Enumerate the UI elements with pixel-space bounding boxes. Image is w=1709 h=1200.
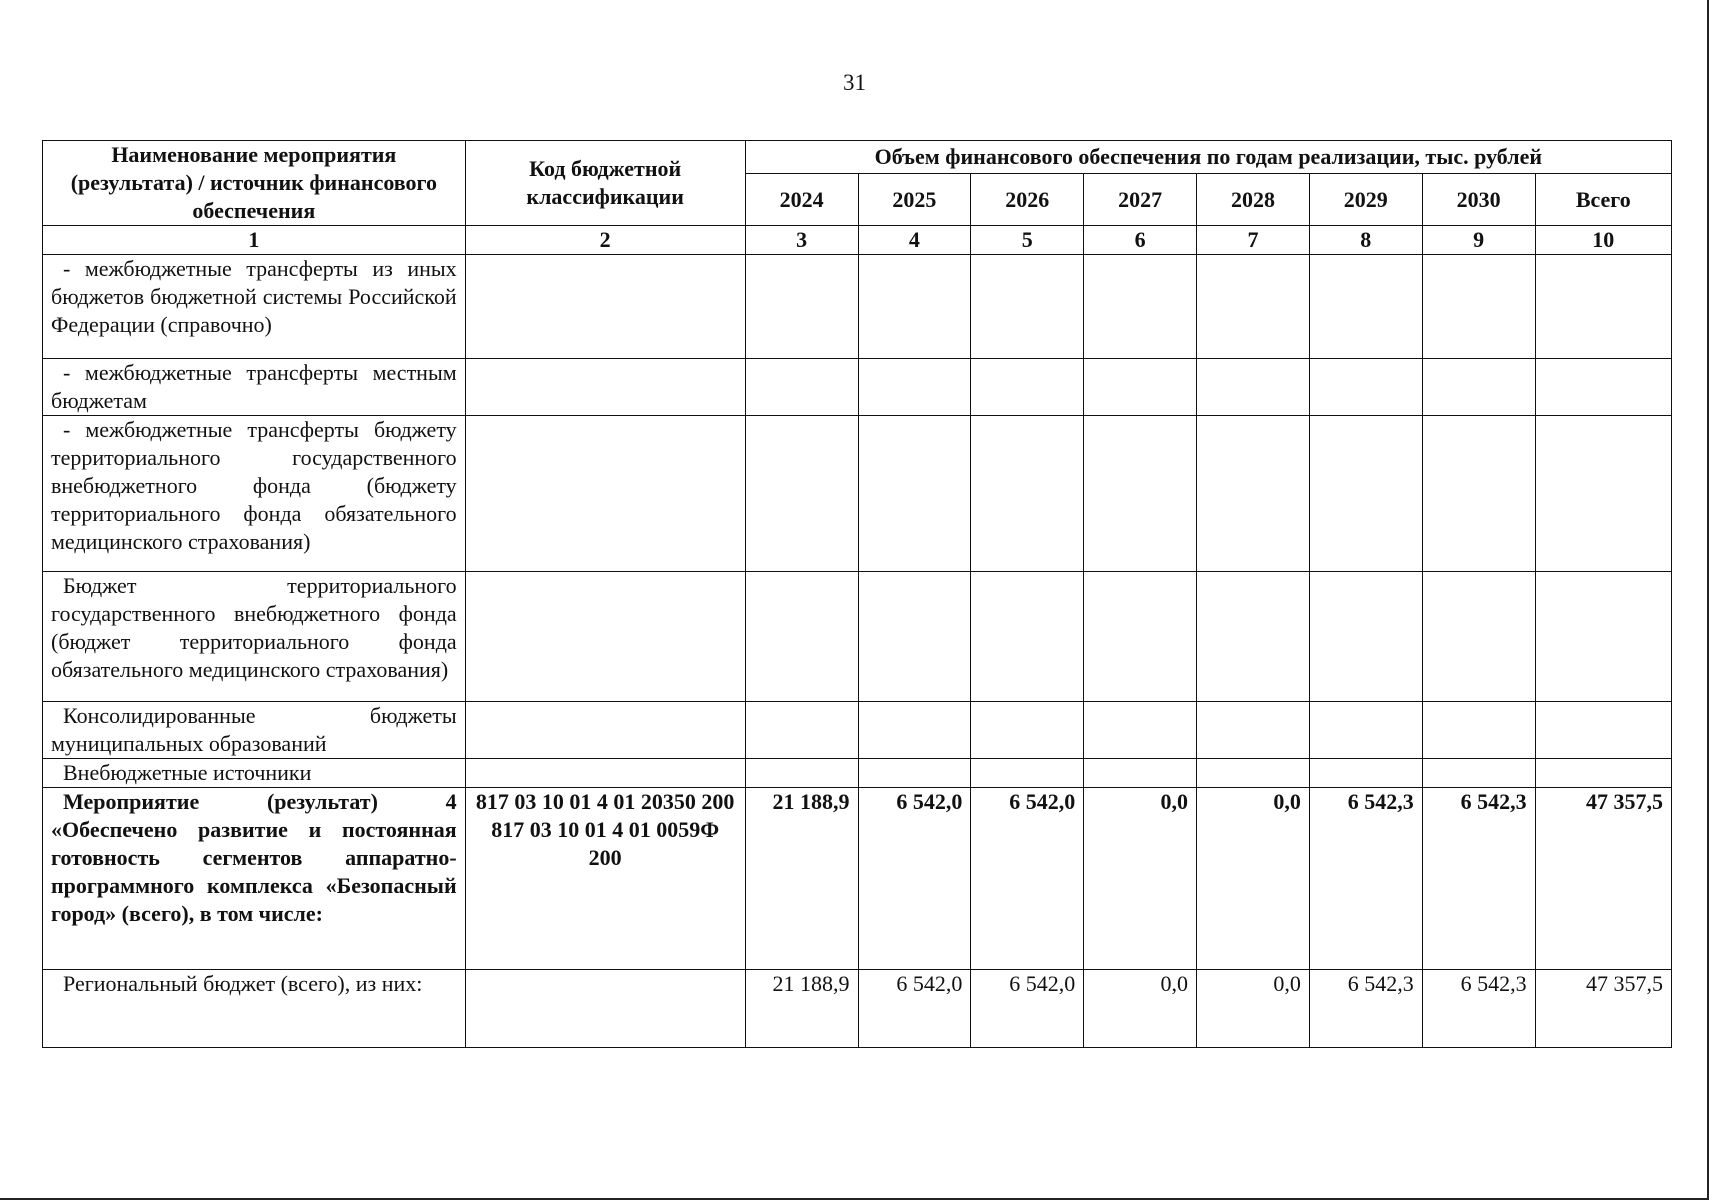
row-value: [1309, 416, 1422, 572]
col-number: 5: [971, 226, 1084, 255]
col-number: 7: [1197, 226, 1310, 255]
table-row: [43, 572, 1672, 702]
row-value: [1535, 702, 1671, 759]
year-2030: 2030: [1422, 174, 1535, 226]
page-number: 31: [843, 70, 866, 95]
col-number: 2: [465, 226, 745, 255]
row-value: 6 542,0: [858, 788, 971, 970]
row-value: 6 542,3: [1422, 788, 1535, 970]
header-name: Наименование мероприятия (результата) / источник финансового обеспечения: [43, 141, 466, 226]
row-value: [1309, 572, 1422, 702]
year-total: Всего: [1535, 174, 1671, 226]
column-numbers-row: [43, 226, 1672, 255]
row-value: 0,0: [1197, 970, 1310, 1048]
row-value: [858, 359, 971, 416]
row-value: [858, 759, 971, 788]
row-value: [1535, 359, 1671, 416]
row-value: 0,0: [1197, 788, 1310, 970]
col-number: 1: [43, 226, 466, 255]
col-number: 10: [1535, 226, 1671, 255]
row-value: [971, 255, 1084, 359]
row-value: [1084, 702, 1197, 759]
col-number: 4: [858, 226, 971, 255]
row-value: [1309, 255, 1422, 359]
row-value: [1535, 255, 1671, 359]
row-value: [745, 759, 858, 788]
financing-table: [42, 140, 1672, 1048]
row-name: - межбюджетные трансферты местным бюджетам: [43, 359, 466, 416]
row-value: [745, 572, 858, 702]
row-value: [1422, 759, 1535, 788]
row-value: [1084, 759, 1197, 788]
table-row: [43, 788, 1672, 970]
row-value: 21 188,9: [745, 970, 858, 1048]
row-value: 6 542,0: [971, 970, 1084, 1048]
row-value: [971, 759, 1084, 788]
row-value: [1197, 359, 1310, 416]
row-name: Мероприятие (результат) 4 «Обеспечено развитие и постоянная готовность сегментов аппаратно-программного комплекса «Безопасный город» (всего), в том числе:: [43, 788, 466, 970]
row-value: [858, 255, 971, 359]
row-budget-code: [465, 255, 745, 359]
row-value: [1309, 359, 1422, 416]
row-name: Бюджет территориального государственного внебюджетного фонда (бюджет территориального фонда обязательного медицинского страхования): [43, 572, 466, 702]
row-value: [1084, 255, 1197, 359]
row-value: 0,0: [1084, 970, 1197, 1048]
row-budget-code: [465, 572, 745, 702]
row-name: - межбюджетные трансферты бюджету территориального государственного внебюджетного фонда (бюджету территориального фонда обязательного медицинского страхования): [43, 416, 466, 572]
row-name: Консолидированные бюджеты муниципальных образований: [43, 702, 466, 759]
row-value: [1422, 255, 1535, 359]
col-number: 3: [745, 226, 858, 255]
col-number: 6: [1084, 226, 1197, 255]
row-value: [745, 702, 858, 759]
row-value: [1535, 572, 1671, 702]
table-body: [43, 255, 1672, 1048]
row-value: [1197, 702, 1310, 759]
row-budget-code: 817 03 10 01 4 01 20350 200 817 03 10 01 4 01 0059Ф 200: [465, 788, 745, 970]
year-2024: 2024: [745, 174, 858, 226]
row-value: [1422, 359, 1535, 416]
col-number: 9: [1422, 226, 1535, 255]
row-value: 6 542,3: [1422, 970, 1535, 1048]
row-name: Региональный бюджет (всего), из них:: [43, 970, 466, 1048]
table-row: [43, 970, 1672, 1048]
row-value: [971, 359, 1084, 416]
row-name: - межбюджетные трансферты из иных бюджетов бюджетной системы Российской Федерации (справочно): [43, 255, 466, 359]
row-value: [1422, 416, 1535, 572]
row-value: [1084, 416, 1197, 572]
row-value: [1535, 759, 1671, 788]
table-row: [43, 359, 1672, 416]
row-value: [1197, 255, 1310, 359]
year-2029: 2029: [1309, 174, 1422, 226]
row-budget-code: [465, 416, 745, 572]
row-value: [858, 572, 971, 702]
row-value: [745, 416, 858, 572]
row-budget-code: [465, 359, 745, 416]
row-value: [971, 416, 1084, 572]
row-value: 47 357,5: [1535, 970, 1671, 1048]
row-value: 21 188,9: [745, 788, 858, 970]
row-value: [1197, 416, 1310, 572]
row-value: [858, 416, 971, 572]
row-value: 6 542,0: [858, 970, 971, 1048]
table-row: [43, 255, 1672, 359]
row-value: [1422, 572, 1535, 702]
year-2027: 2027: [1084, 174, 1197, 226]
row-budget-code: [465, 702, 745, 759]
col-number: 8: [1309, 226, 1422, 255]
row-value: [1084, 572, 1197, 702]
row-value: [1535, 416, 1671, 572]
row-budget-code: [465, 759, 745, 788]
row-value: [1197, 572, 1310, 702]
row-value: [858, 702, 971, 759]
row-value: 6 542,3: [1309, 788, 1422, 970]
row-value: [1197, 759, 1310, 788]
row-value: [971, 702, 1084, 759]
row-value: 6 542,3: [1309, 970, 1422, 1048]
row-value: 6 542,0: [971, 788, 1084, 970]
row-value: [1422, 702, 1535, 759]
row-value: [745, 255, 858, 359]
year-2025: 2025: [858, 174, 971, 226]
table-row: [43, 702, 1672, 759]
header-code: Код бюджетной классификации: [465, 141, 745, 226]
year-2028: 2028: [1197, 174, 1310, 226]
table-row: [43, 416, 1672, 572]
header-volume: Объем финансового обеспечения по годам реализации, тыс. рублей: [745, 141, 1671, 174]
row-value: [971, 572, 1084, 702]
year-2026: 2026: [971, 174, 1084, 226]
row-value: [1309, 702, 1422, 759]
row-value: [1084, 359, 1197, 416]
row-budget-code: [465, 970, 745, 1048]
row-value: 47 357,5: [1535, 788, 1671, 970]
row-value: [1309, 759, 1422, 788]
table-row: [43, 759, 1672, 788]
row-value: 0,0: [1084, 788, 1197, 970]
row-value: [745, 359, 858, 416]
row-name: Внебюджетные источники: [43, 759, 466, 788]
